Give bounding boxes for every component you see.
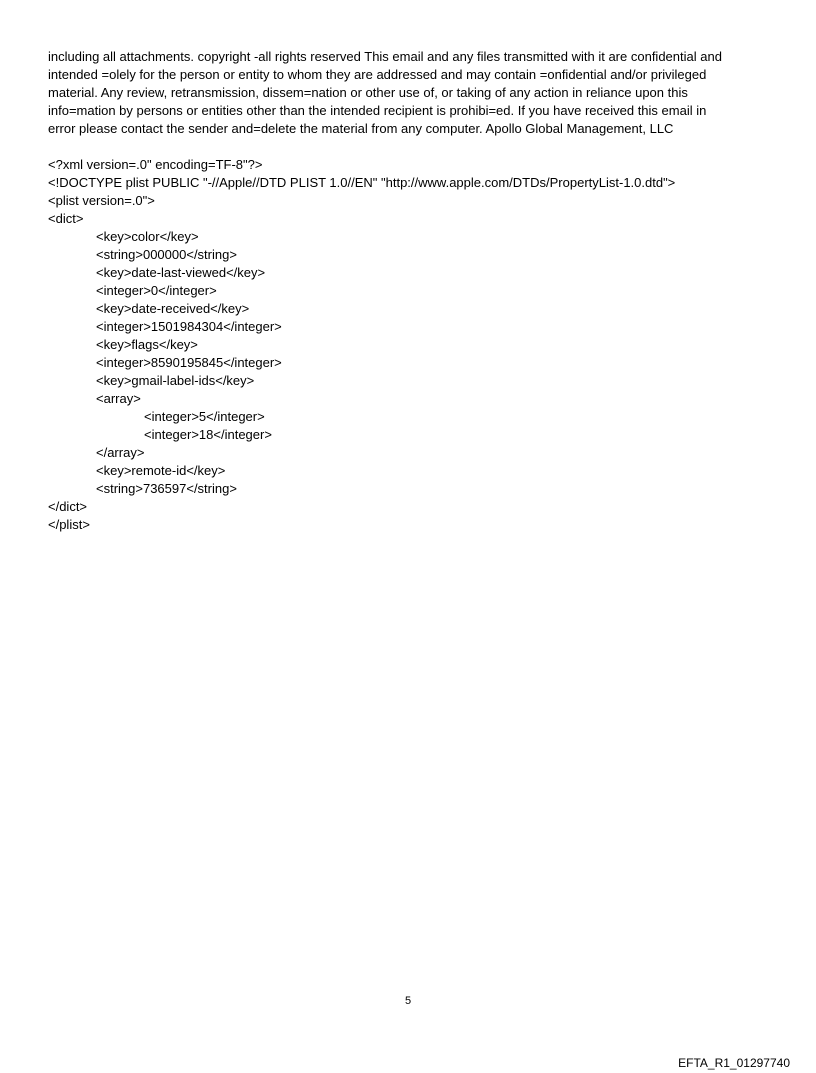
plist-entry: <key>date-received</key> — [96, 301, 250, 316]
xml-declaration: <?xml version=.0" encoding=TF-8"?> — [48, 157, 263, 172]
plist-entry: <integer>1501984304</integer> — [96, 319, 282, 334]
disclaimer-line: including all attachments. copyright -all rights reserved This email and any files transmitted with it are confidential and — [48, 49, 722, 64]
plist-array-item: <integer>5</integer> — [144, 409, 265, 424]
plist-entry: <key>flags</key> — [96, 337, 198, 352]
plist-open-tag: <plist version=.0"> — [48, 193, 155, 208]
plist-entry: <key>date-last-viewed</key> — [96, 265, 266, 280]
dict-close-tag: </dict> — [48, 499, 88, 514]
dict-open-tag: <dict> — [48, 211, 84, 226]
plist-entry: <array> — [96, 391, 141, 406]
plist-entry: <integer>8590195845</integer> — [96, 355, 282, 370]
plist-entry: <string>736597</string> — [96, 481, 237, 496]
email-disclaimer — [48, 48, 778, 138]
page-number: 5 — [404, 995, 412, 1007]
plist-array-item: <integer>18</integer> — [144, 427, 272, 442]
plist-entry: <integer>0</integer> — [96, 283, 217, 298]
plist-entry: <key>remote-id</key> — [96, 463, 226, 478]
plist-entry: </array> — [96, 445, 145, 460]
disclaimer-line: material. Any review, retransmission, dissem=nation or other use of, or taking of any action in reliance upon this — [48, 85, 688, 100]
plist-xml-block — [48, 156, 778, 534]
plist-entry: <key>color</key> — [96, 229, 199, 244]
disclaimer-line: intended =olely for the person or entity to whom they are addressed and may contain =onfidential and/or privileged — [48, 67, 707, 82]
plist-entry: <string>000000</string> — [96, 247, 237, 262]
plist-entry: <key>gmail-label-ids</key> — [96, 373, 255, 388]
disclaimer-line: info=mation by persons or entities other than the intended recipient is prohibi=ed. If you have received this email in — [48, 103, 707, 118]
doctype-line: <!DOCTYPE plist PUBLIC "-//Apple//DTD PLIST 1.0//EN" "http://www.apple.com/DTDs/PropertyList-1.0.dtd"> — [48, 175, 676, 190]
bates-number: EFTA_R1_01297740 — [678, 1056, 790, 1070]
plist-close-tag: </plist> — [48, 517, 90, 532]
disclaimer-line: error please contact the sender and=delete the material from any computer. Apollo Global Management, LLC — [48, 121, 674, 136]
